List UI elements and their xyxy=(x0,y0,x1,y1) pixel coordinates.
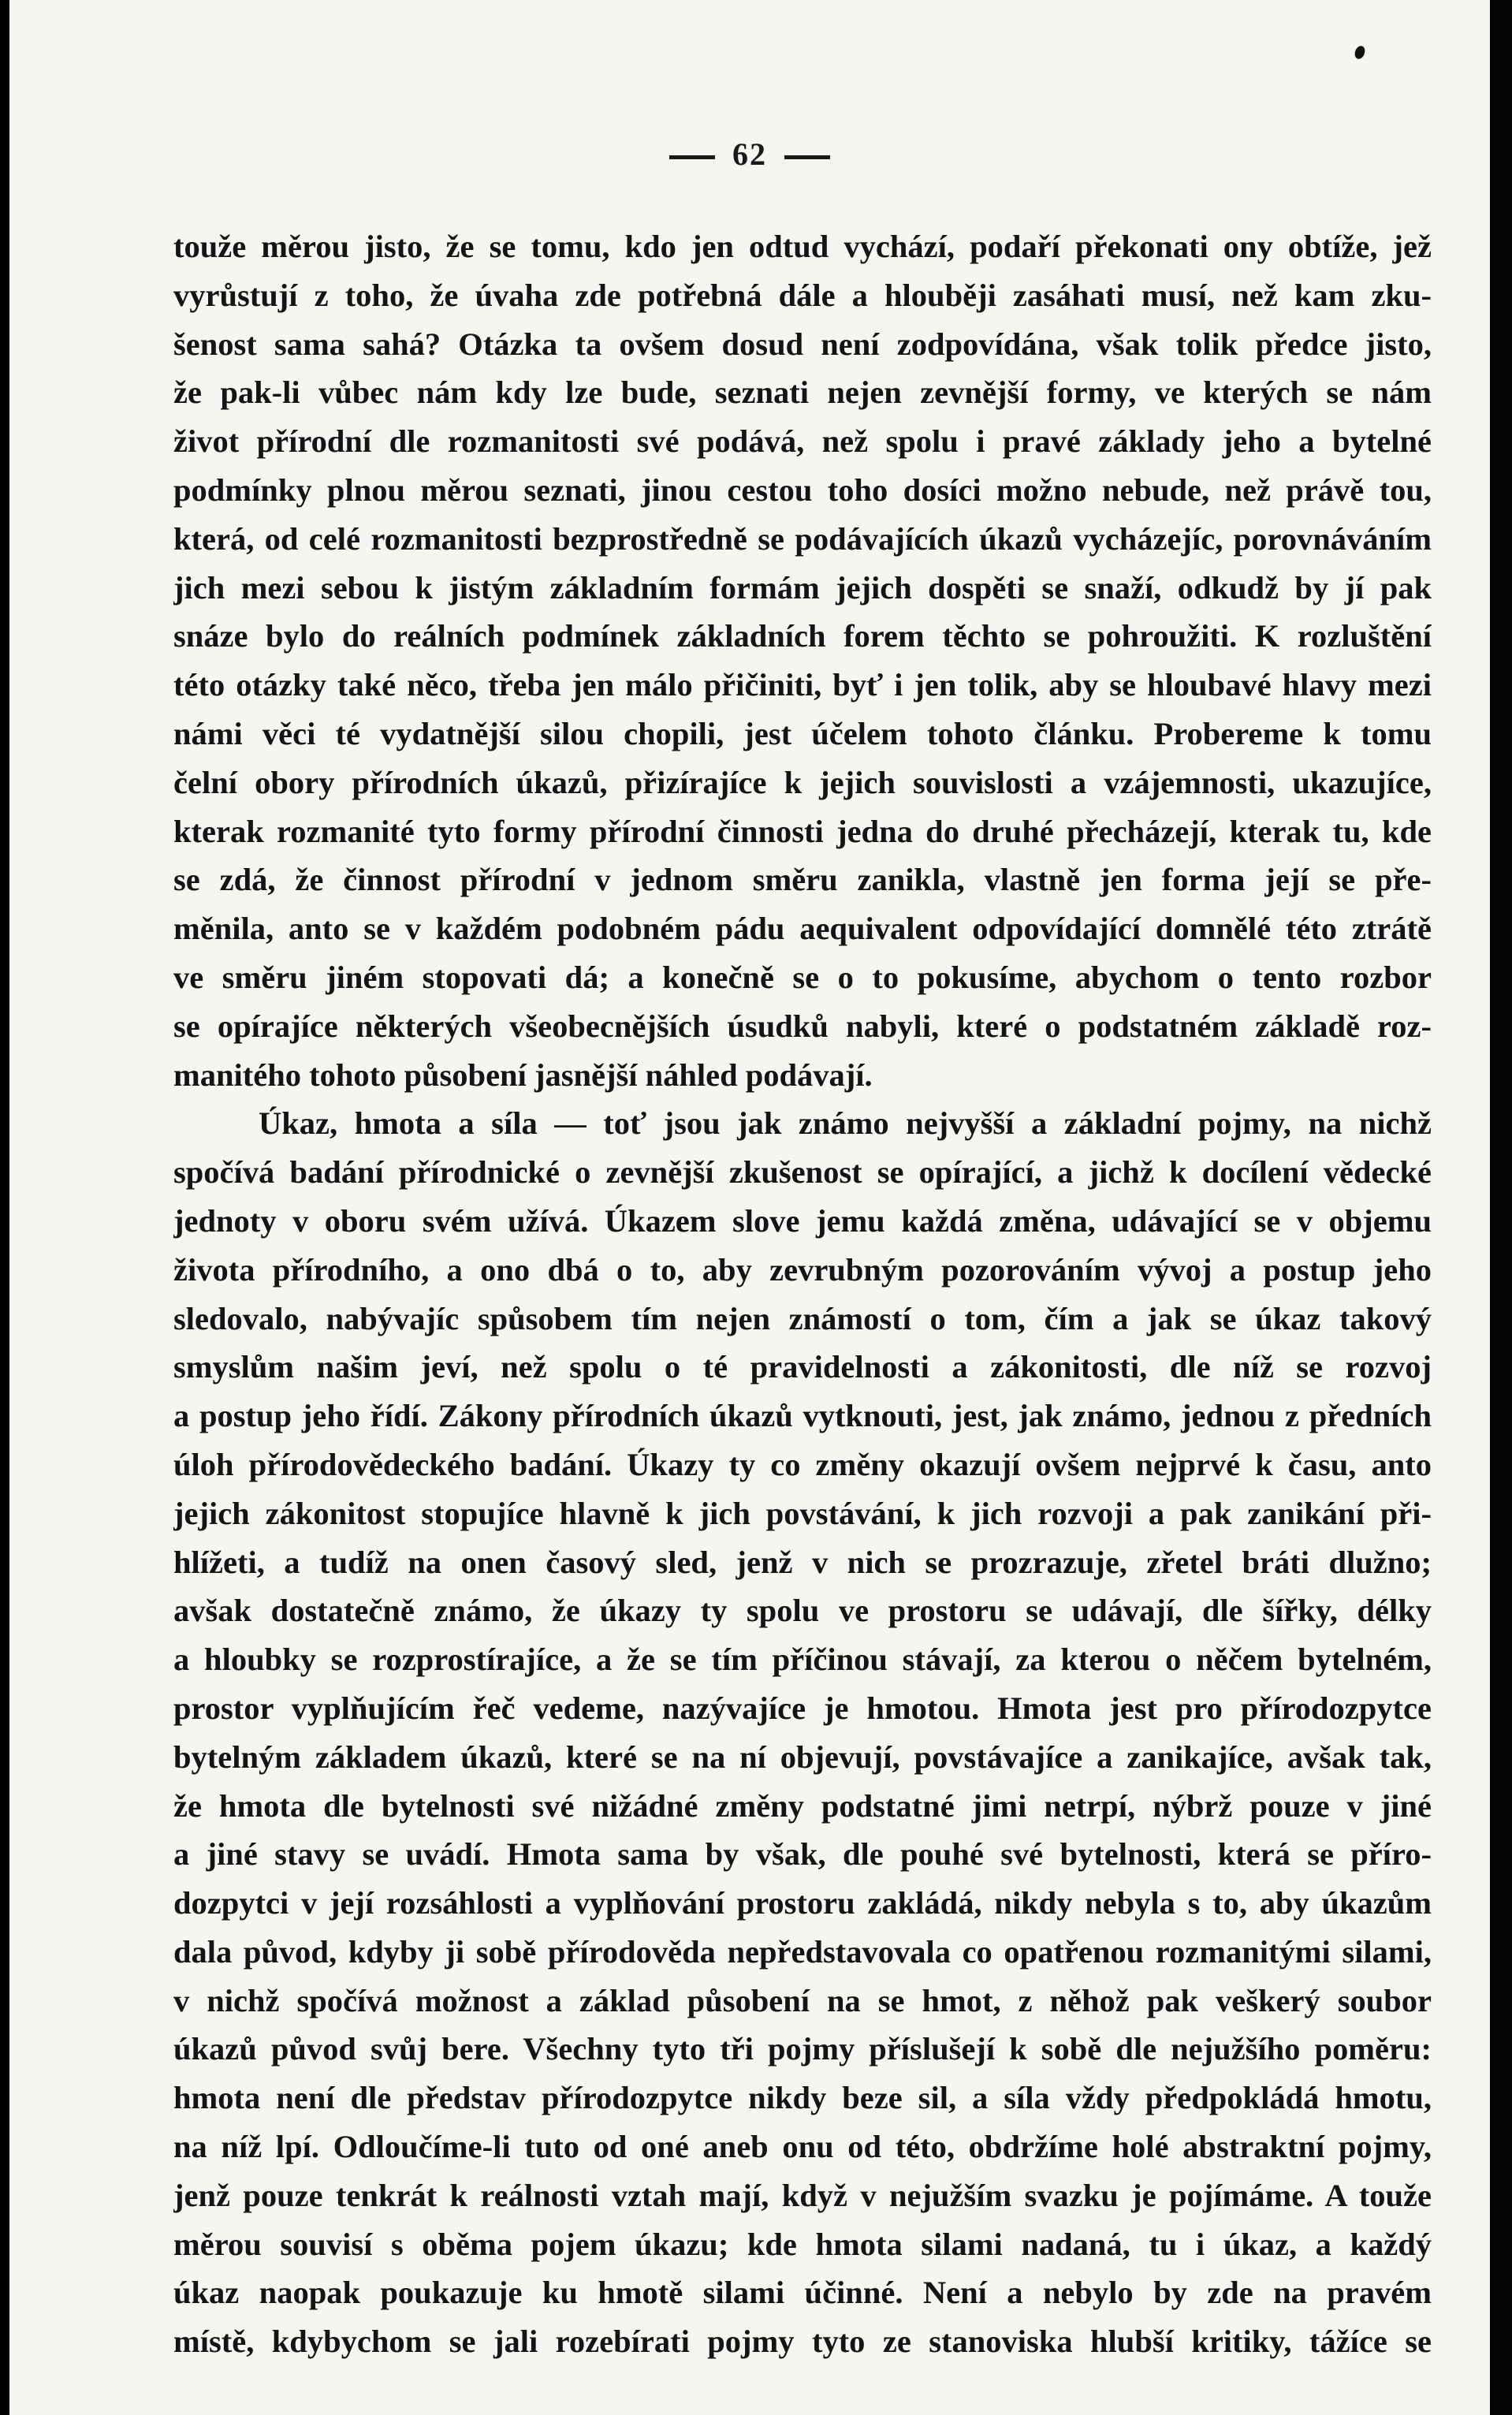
text-line: úkazů původ svůj bere. Všechny tyto tři pojmy příslušejí k sobě dle nejužšího poměru: xyxy=(173,2031,1432,2067)
text-line: která, od celé rozmanitosti bezprostředně se podávajících úkazů vycházejíc, porovnáváním xyxy=(173,520,1432,557)
text-line: dala původ, kdyby ji sobě přírodověda nepředstavovala co opatřenou rozmanitými silami, xyxy=(173,1933,1432,1970)
text-line: v nichž spočívá možnost a základ působení na se hmot, z něhož pak veškerý soubor xyxy=(173,1982,1432,2018)
text-line: že hmota dle bytelnosti své nižádné změny podstatné jimi netrpí, nýbrž pouze v jiné xyxy=(173,1787,1432,1824)
scanned-page xyxy=(9,0,1490,2415)
text-line: na níž lpí. Odloučíme-li tuto od oné aneb onu od této, obdržíme holé abstraktní pojmy, xyxy=(173,2129,1432,2165)
text-line: smyslům našim jeví, než spolu o té pravidelnosti a zákonitosti, dle níž se rozvoj xyxy=(173,1349,1432,1385)
text-line: a jiné stavy se uvádí. Hmota sama by však, dle pouhé své bytelnosti, která se příro- xyxy=(173,1836,1432,1873)
text-line: a postup jeho řídí. Zákony přírodních úkazů vytknouti, jest, jak známo, jednou z předních xyxy=(173,1398,1432,1434)
text-line: námi věci té vydatnější silou chopili, jest účelem tohoto článku. Probereme k tomu xyxy=(173,715,1432,751)
text-line: prostor vyplňujícím řeč vedeme, nazývajíce je hmotou. Hmota jest pro přírodozpytce xyxy=(173,1690,1432,1726)
text-line: úkaz naopak poukazuje ku hmotě silami účinné. Není a nebylo by zde na pravém xyxy=(173,2275,1432,2311)
text-line: šenost sama sahá? Otázka ta ovšem dosud není zodpovídána, však tolik předce jisto, xyxy=(173,326,1432,362)
text-line: spočívá badání přírodnické o zevnější zkušenost se opírající, a jichž k docílení vědecké xyxy=(173,1154,1432,1191)
text-line: kterak rozmanité tyto formy přírodní činnosti jedna do druhé přecházejí, kterak tu, kde xyxy=(173,813,1432,849)
text-line: se opírajíce některých všeobecnějších úsudků nabyli, které o podstatném základě roz- xyxy=(173,1008,1432,1044)
text-line: této otázky také něco, třeba jen málo přičiniti, byť i jen tolik, aby se hloubavé hlavy mezi xyxy=(173,667,1432,703)
text-line: měnila, anto se v každém podobném pádu aequivalent odpovídající domnělé této ztrátě xyxy=(173,911,1432,947)
text-line: místě, kdybychom se jali rozebírati pojmy tyto ze stanoviska hlubší kritiky, tážíce se xyxy=(173,2324,1432,2360)
text-line: sledovalo, nabývajíc spůsobem tím nejen známostí o tom, čím a jak se úkaz takový xyxy=(173,1300,1432,1336)
text-line: život přírodní dle rozmanitosti své podává, než spolu i pravé základy jeho a bytelné xyxy=(173,423,1432,460)
text-line: měrou souvisí s oběma pojem úkazu; kde hmota silami nadaná, tu i úkaz, a každý xyxy=(173,2226,1432,2262)
text-line: čelní obory přírodních úkazů, přizírajíce k jejich souvislosti a vzájemnosti, ukazujíce, xyxy=(173,764,1432,800)
scan-border xyxy=(1490,0,1512,2415)
text-line: podmínky plnou měrou seznati, jinou cestou toho dosíci možno nebude, než právě tou, xyxy=(173,471,1432,508)
text-line: jejich zákonitost stopujíce hlavně k jich povstávání, k jich rozvoji a pak zanikání při- xyxy=(173,1495,1432,1531)
text-line: ve směru jiném stopovati dá; a konečně se o to pokusíme, abychom o tento rozbor xyxy=(173,959,1432,995)
text-line: úloh přírodovědeckého badání. Úkazy ty co změny okazují ovšem nejprvé k času, anto xyxy=(173,1446,1432,1482)
text-line: a hloubky se rozprostírajíce, a že se tím příčinou stávají, za kterou o něčem bytelném, xyxy=(173,1642,1432,1678)
text-line: jenž pouze tenkrát k reálnosti vztah mají, když v nejužším svazku je pojímáme. A touže xyxy=(173,2177,1432,2213)
body-text xyxy=(173,222,1432,2366)
text-line: hmota není dle představ přírodozpytce nikdy beze sil, a síla vždy předpokládá hmotu, xyxy=(173,2080,1432,2116)
dash-left xyxy=(669,155,715,159)
text-line: jednoty v oboru svém užívá. Úkazem slove jemu každá změna, udávající se v objemu xyxy=(173,1202,1432,1239)
text-line: se zdá, že činnost přírodní v jednom směru zanikla, vlastně jen forma její se pře- xyxy=(173,862,1432,898)
text-line: vyrůstují z toho, že úvaha zde potřebná dále a hlouběji zasáhati musí, než kam zku- xyxy=(173,277,1432,313)
text-line: dozpytci v její rozsáhlosti a vyplňování prostoru zakládá, nikdy nebyla s to, aby úkazům xyxy=(173,1885,1432,1921)
page-number xyxy=(9,136,1490,173)
text-line: bytelným základem úkazů, které se na ní objevují, povstávajíce a zanikajíce, avšak tak, xyxy=(173,1739,1432,1775)
dash-right xyxy=(784,155,830,159)
text-line: jich mezi sebou k jistým základním formám jejich dospěti se snaží, odkudž by jí pak xyxy=(173,569,1432,606)
text-line: touže měrou jisto, že se tomu, kdo jen odtud vychází, podaří překonati ony obtíže, jež xyxy=(173,229,1432,264)
text-line: hlížeti, a tudíž na onen časový sled, jenž v nich se prozrazuje, zřetel bráti dlužno; xyxy=(173,1544,1432,1580)
text-line: avšak dostatečně známo, že úkazy ty spolu ve prostoru se udávají, dle šířky, délky xyxy=(173,1593,1432,1629)
ink-speck xyxy=(1353,44,1366,60)
text-line: snáze bylo do reálních podmínek základních forem těchto se pohroužiti. K rozluštění xyxy=(173,618,1432,654)
text-line: života přírodního, a ono dbá o to, aby zevrubným pozorováním vývoj a postup jeho xyxy=(173,1251,1432,1288)
text-line: že pak-li vůbec nám kdy lze bude, seznati nejen zevnější formy, ve kterých se nám xyxy=(173,375,1432,411)
page-number-value: 62 xyxy=(732,136,767,172)
text-line: manitého tohoto působení jasnější náhled podávají. xyxy=(173,1057,873,1093)
text-line: Úkaz, hmota a síla — toť jsou jak známo nejvyšší a základní pojmy, na nichž xyxy=(259,1105,1432,1142)
